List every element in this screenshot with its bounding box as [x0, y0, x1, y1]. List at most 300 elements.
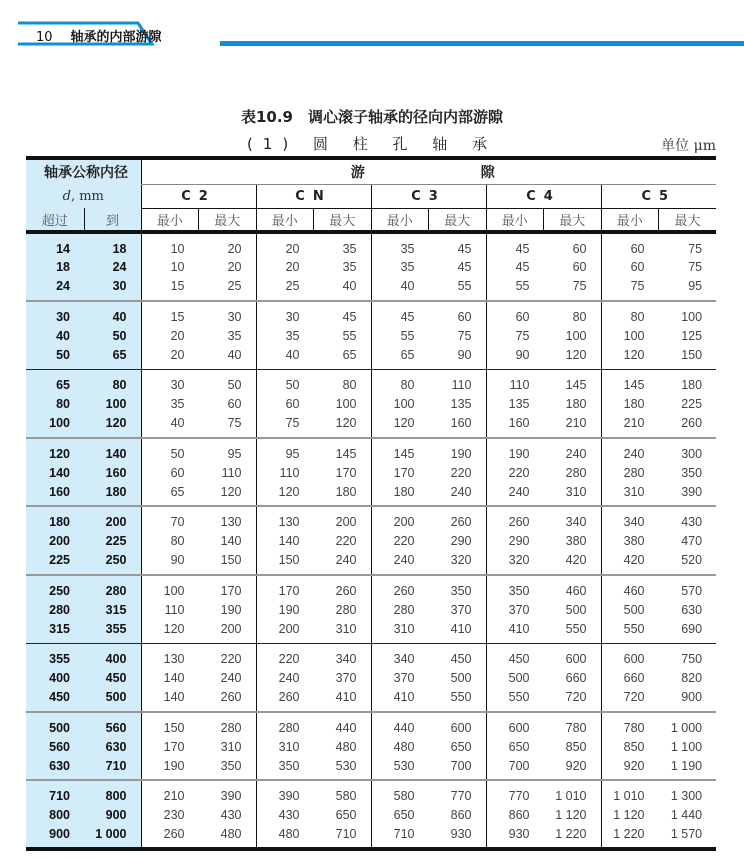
clearance-max: 1 010: [544, 780, 602, 806]
bore-to: 30: [84, 277, 141, 301]
clearance-min: 35: [371, 258, 429, 278]
clearance-min: 480: [256, 825, 314, 849]
clearance-max: 460: [544, 575, 602, 601]
clearance-max: 320: [450, 553, 472, 568]
bore-over: 40: [26, 326, 84, 346]
clearance-max: 1 220: [544, 825, 602, 849]
min-header: 最小: [371, 208, 429, 232]
clearance-max: 35: [227, 328, 242, 343]
clearance-min: 210: [601, 414, 659, 438]
clearance-min: 240: [371, 551, 429, 575]
bore-to: 800: [84, 780, 141, 806]
clearance-max: 780: [544, 712, 602, 738]
clearance-max: 570: [659, 575, 717, 601]
clearance-min: 40: [256, 346, 314, 370]
clearance-max: 500: [450, 671, 472, 686]
bore-to: 80: [84, 369, 141, 395]
clearance-min: 110: [141, 600, 199, 620]
bore-to: 100: [84, 395, 141, 415]
bore-over: 18: [26, 258, 84, 278]
clearance-max: 180: [659, 369, 717, 395]
clearance-max: 130: [199, 506, 257, 532]
clearance-min: 390: [256, 780, 314, 806]
class-header-c5: C5: [601, 184, 716, 208]
bore-over: 65: [26, 369, 84, 395]
clearance-min: 180: [601, 395, 659, 415]
clearance-max: 100: [565, 328, 587, 343]
clearance-min: 130: [256, 506, 314, 532]
clearance-max: 550: [565, 622, 587, 636]
table-row: [26, 483, 716, 507]
clearance-max: 50: [199, 369, 257, 395]
bore-to: 180: [84, 483, 141, 507]
table-row: [26, 806, 716, 826]
chapter-header: [0, 0, 744, 60]
clearance-min: 1 220: [601, 825, 659, 849]
clearance-min: 440: [371, 712, 429, 738]
min-header: 最小: [256, 208, 314, 232]
bore-over: 140: [26, 463, 84, 483]
clearance-min: 220: [486, 463, 544, 483]
clearance-max: 440: [314, 712, 372, 738]
clearance-max: 20: [227, 241, 242, 256]
clearance-min: 320: [486, 551, 544, 575]
clearance-min: 930: [486, 825, 544, 849]
clearance-min: 120: [601, 346, 659, 370]
clearance-min: 75: [486, 326, 544, 346]
clearance-min: 920: [601, 757, 659, 781]
clearance-min: 240: [256, 669, 314, 689]
clearance-max: 45: [457, 241, 472, 256]
clearance-max: 380: [565, 534, 587, 549]
clearance-max: 150: [220, 553, 242, 568]
clearance-max: 220: [335, 534, 357, 549]
min-header: 最小: [141, 208, 199, 232]
clearance-max: 420: [565, 553, 587, 568]
clearance-min: 90: [141, 551, 199, 575]
bore-over: 500: [26, 712, 84, 738]
clearance-min: 35: [141, 395, 199, 415]
min-header: 最小: [601, 208, 659, 232]
clearance-min: 310: [371, 620, 429, 644]
clearance-max: 95: [199, 438, 257, 464]
clearance-max: 60: [227, 397, 242, 412]
chapter-number: 10: [36, 30, 53, 45]
clearance-max: 75: [227, 416, 242, 431]
bore-over: 50: [26, 346, 84, 370]
clearance-max: 120: [565, 348, 587, 362]
bore-over: 160: [26, 483, 84, 507]
bore-over: 280: [26, 600, 84, 620]
clearance-min: 90: [486, 346, 544, 370]
clearance-max: 700: [450, 758, 472, 773]
table-row: [26, 326, 716, 346]
clearance-max: 410: [335, 690, 357, 705]
clearance-max: 1 100: [670, 739, 703, 754]
bore-to: 50: [84, 326, 141, 346]
clearance-min: 480: [371, 737, 429, 757]
bore-to: 450: [84, 669, 141, 689]
bore-over: 200: [26, 532, 84, 552]
clearance-min: 145: [371, 438, 429, 464]
clearance-min: 30: [141, 369, 199, 395]
clearance-min: 60: [256, 395, 314, 415]
clearance-min: 100: [371, 395, 429, 415]
clearance-max: 290: [450, 534, 472, 549]
clearance-min: 190: [486, 438, 544, 464]
clearance-min: 600: [486, 712, 544, 738]
clearance-min: 780: [601, 712, 659, 738]
clearance-max: 260: [681, 416, 703, 431]
clearance-min: 140: [256, 532, 314, 552]
bore-to: 900: [84, 806, 141, 826]
table-row: [26, 258, 716, 278]
class-header-c2: C2: [141, 184, 256, 208]
clearance-min: 1 010: [601, 780, 659, 806]
table-row: [26, 551, 716, 575]
clearance-max: 75: [572, 279, 587, 294]
clearance-max: 55: [342, 328, 357, 343]
bore-over: 900: [26, 825, 84, 849]
clearance-min: 80: [141, 532, 199, 552]
clearance-max: 60: [429, 301, 487, 327]
clearance-max: 150: [681, 348, 703, 362]
clearance-max: 90: [457, 348, 472, 362]
clearance-max: 520: [681, 553, 703, 568]
max-header: 最大: [429, 208, 487, 232]
max-header: 最大: [314, 208, 372, 232]
class-header-cn: CN: [256, 184, 371, 208]
clearance-max: 190: [220, 602, 242, 617]
clearance-min: 170: [371, 463, 429, 483]
clearance-max: 40: [342, 279, 357, 294]
clearance-min: 55: [371, 326, 429, 346]
clearance-max: 35: [342, 241, 357, 256]
clearance-min: 120: [371, 414, 429, 438]
clearance-max: 900: [681, 690, 703, 705]
clearance-min: 310: [601, 483, 659, 507]
bore-to: 18: [84, 232, 141, 258]
clearance-max: 350: [681, 465, 703, 480]
clearance-max: 310: [565, 484, 587, 499]
table-row: [26, 643, 716, 669]
clearance-max: 260: [314, 575, 372, 601]
clearance-min: 120: [256, 483, 314, 507]
clearance-min: 260: [371, 575, 429, 601]
clearance-min: 60: [601, 258, 659, 278]
clearance-max: 240: [450, 484, 472, 499]
chapter-title: [36, 26, 162, 45]
clearance-max: 450: [429, 643, 487, 669]
bore-to: 560: [84, 712, 141, 738]
bore-over: 355: [26, 643, 84, 669]
clearance-min: 10: [141, 258, 199, 278]
clearance-max: 430: [659, 506, 717, 532]
clearance-min: 40: [141, 414, 199, 438]
clearance-min: 60: [486, 301, 544, 327]
clearance-max: 200: [220, 622, 242, 636]
clearance-min: 200: [371, 506, 429, 532]
clearance-min: 860: [486, 806, 544, 826]
clearance-min: 170: [256, 575, 314, 601]
clearance-max: 25: [227, 279, 242, 294]
table-row: [26, 395, 716, 415]
clearance-table: [26, 156, 716, 851]
bore-over: 24: [26, 277, 84, 301]
clearance-min: 600: [601, 643, 659, 669]
clearance-min: 20: [141, 326, 199, 346]
clearance-max: 480: [335, 739, 357, 754]
clearance-min: 410: [371, 688, 429, 712]
clearance-max: 280: [565, 465, 587, 480]
bore-over: 120: [26, 438, 84, 464]
clearance-min: 20: [256, 258, 314, 278]
over-header: 超过: [26, 208, 84, 232]
bore-over: 450: [26, 688, 84, 712]
bore-to: 200: [84, 506, 141, 532]
clearance-max: 190: [429, 438, 487, 464]
clearance-max: 600: [544, 643, 602, 669]
clearance-max: 650: [450, 739, 472, 754]
clearance-min: 500: [601, 600, 659, 620]
clearance-min: 450: [486, 643, 544, 669]
class-header-c3: C3: [371, 184, 486, 208]
clearance-min: 50: [256, 369, 314, 395]
clearance-max: 820: [681, 671, 703, 686]
clearance-min: 260: [141, 825, 199, 849]
clearance-max: 140: [220, 534, 242, 549]
table-row: [26, 600, 716, 620]
clearance-min: 340: [601, 506, 659, 532]
clearance-max: 600: [429, 712, 487, 738]
clearance-min: 60: [601, 232, 659, 258]
clearance-max: 180: [335, 484, 357, 499]
clearance-max: 1 440: [670, 808, 703, 823]
clearance-min: 340: [371, 643, 429, 669]
clearance-min: 350: [256, 757, 314, 781]
max-header: 最大: [659, 208, 717, 232]
clearance-min: 230: [141, 806, 199, 826]
table-row: [26, 277, 716, 301]
clearance-min: 240: [486, 483, 544, 507]
clearance-min: 220: [371, 532, 429, 552]
clearance-min: 15: [141, 277, 199, 301]
clearance-max: 145: [544, 369, 602, 395]
bore-to: 24: [84, 258, 141, 278]
clearance-max: 280: [199, 712, 257, 738]
clearance-max: 580: [314, 780, 372, 806]
bore-over: 800: [26, 806, 84, 826]
clearance-min: 120: [141, 620, 199, 644]
bore-over: 400: [26, 669, 84, 689]
clearance-max: 75: [688, 260, 703, 275]
clearance-max: 770: [429, 780, 487, 806]
clearance-max: 690: [681, 622, 703, 636]
clearance-min: 15: [141, 301, 199, 327]
clearance-max: 1 120: [555, 808, 587, 823]
clearance-min: 30: [256, 301, 314, 327]
bore-unit-text: , mm: [70, 188, 104, 204]
bore-over: 250: [26, 575, 84, 601]
table-row: [26, 737, 716, 757]
clearance-max: 750: [659, 643, 717, 669]
clearance-min: 770: [486, 780, 544, 806]
bore-to: 500: [84, 688, 141, 712]
table-row: [26, 712, 716, 738]
clearance-max: 170: [199, 575, 257, 601]
table-row: [26, 438, 716, 464]
clearance-max: 110: [429, 369, 487, 395]
table-row: [26, 301, 716, 327]
clearance-min: 190: [141, 757, 199, 781]
clearance-min: 40: [371, 277, 429, 301]
clearance-min: 280: [256, 712, 314, 738]
clearance-min: 35: [256, 326, 314, 346]
clearance-max: 75: [457, 328, 472, 343]
bore-over: 560: [26, 737, 84, 757]
clearance-min: 310: [256, 737, 314, 757]
clearance-min: 220: [256, 643, 314, 669]
chapter-name: 轴承的内部游隙: [70, 30, 162, 45]
clearance-min: 140: [141, 688, 199, 712]
to-header: 到: [84, 208, 141, 232]
clearance-min: 150: [256, 551, 314, 575]
clearance-max: 530: [335, 758, 357, 773]
clearance-max: 720: [565, 690, 587, 705]
clearance-min: 420: [601, 551, 659, 575]
clearance-max: 100: [659, 301, 717, 327]
bore-to: 250: [84, 551, 141, 575]
bore-to: 160: [84, 463, 141, 483]
clearance-min: 720: [601, 688, 659, 712]
bore-over: 315: [26, 620, 84, 644]
bore-to: 1 000: [84, 825, 141, 849]
bore-to: 400: [84, 643, 141, 669]
clearance-max: 300: [659, 438, 717, 464]
clearance-min: 35: [371, 232, 429, 258]
clearance-min: 20: [141, 346, 199, 370]
table-row: [26, 825, 716, 849]
clearance-min: 650: [486, 737, 544, 757]
bore-to: 40: [84, 301, 141, 327]
clearance-max: 110: [221, 465, 242, 480]
clearance-min: 55: [486, 277, 544, 301]
table-title: 表10.9 调心滚子轴承的径向内部游隙: [240, 108, 503, 126]
clearance-max: 310: [335, 622, 357, 636]
clearance-max: 45: [457, 260, 472, 275]
bore-to: 355: [84, 620, 141, 644]
clearance-max: 120: [220, 484, 242, 499]
clearance-max: 95: [688, 279, 703, 294]
clearance-min: 550: [486, 688, 544, 712]
clearance-min: 140: [141, 669, 199, 689]
clearance-min: 45: [486, 232, 544, 258]
max-header: 最大: [544, 208, 602, 232]
clearance-min: 210: [141, 780, 199, 806]
bore-to: 120: [84, 414, 141, 438]
table-subtitle: (1) 圆 柱 孔 轴 承: [246, 135, 498, 153]
clearance-max: 210: [565, 416, 587, 431]
clearance-min: 95: [256, 438, 314, 464]
table-row: [26, 346, 716, 370]
clearance-max: 430: [220, 808, 242, 823]
clearance-max: 550: [450, 690, 472, 705]
table-row: [26, 575, 716, 601]
bore-to: 315: [84, 600, 141, 620]
clearance-max: 500: [565, 602, 587, 617]
clearance-min: 190: [256, 600, 314, 620]
bore-over: 710: [26, 780, 84, 806]
clearance-max: 260: [220, 690, 242, 705]
clearance-min: 410: [486, 620, 544, 644]
clearance-min: 260: [256, 688, 314, 712]
clearance-max: 390: [199, 780, 257, 806]
table-row: [26, 620, 716, 644]
clearance-max: 630: [681, 602, 703, 617]
clearance-min: 200: [256, 620, 314, 644]
clearance-min: 45: [486, 258, 544, 278]
table-row: [26, 688, 716, 712]
table-row: [26, 232, 716, 258]
bore-to: 140: [84, 438, 141, 464]
clearance-max: 480: [199, 825, 257, 849]
clearance-max: 370: [335, 671, 357, 686]
table-row: [26, 463, 716, 483]
clearance-min: 65: [371, 346, 429, 370]
clearance-min: 180: [371, 483, 429, 507]
clearance-min: 130: [141, 643, 199, 669]
clearance-max: 850: [565, 739, 587, 754]
clearance-max: 170: [335, 465, 357, 480]
table-row: [26, 532, 716, 552]
clearance-max: 340: [314, 643, 372, 669]
clearance-min: 135: [486, 395, 544, 415]
table-row: [26, 414, 716, 438]
clearance-max: 1 000: [659, 712, 717, 738]
clearance-max: 1 190: [670, 758, 703, 773]
clearance-min: 260: [486, 506, 544, 532]
clearance-min: 60: [141, 463, 199, 483]
clearance-max: 100: [335, 397, 357, 412]
clearance-min: 20: [256, 232, 314, 258]
clearance-max: 220: [199, 643, 257, 669]
clearance-max: 240: [544, 438, 602, 464]
clearance-max: 240: [220, 671, 242, 686]
clearance-max: 930: [429, 825, 487, 849]
clearance-min: 580: [371, 780, 429, 806]
clearance-min: 660: [601, 669, 659, 689]
clearance-max: 310: [220, 739, 242, 754]
clearance-max: 65: [342, 348, 357, 362]
max-header: 最大: [199, 208, 257, 232]
bore-over: 100: [26, 414, 84, 438]
clearance-max: 220: [450, 465, 472, 480]
clearance-max: 45: [314, 301, 372, 327]
bore-over: 225: [26, 551, 84, 575]
clearance-min: 850: [601, 737, 659, 757]
clearance-max: 470: [681, 534, 703, 549]
clearance-max: 390: [681, 484, 703, 499]
table-row: [26, 369, 716, 395]
clearance-min: 350: [486, 575, 544, 601]
clearance-min: 500: [486, 669, 544, 689]
clearance-max: 350: [220, 758, 242, 773]
clearance-max: 80: [544, 301, 602, 327]
clearance-max: 240: [335, 553, 357, 568]
clearance-min: 65: [141, 483, 199, 507]
clearance-min: 45: [371, 301, 429, 327]
clearance-min: 10: [141, 232, 199, 258]
